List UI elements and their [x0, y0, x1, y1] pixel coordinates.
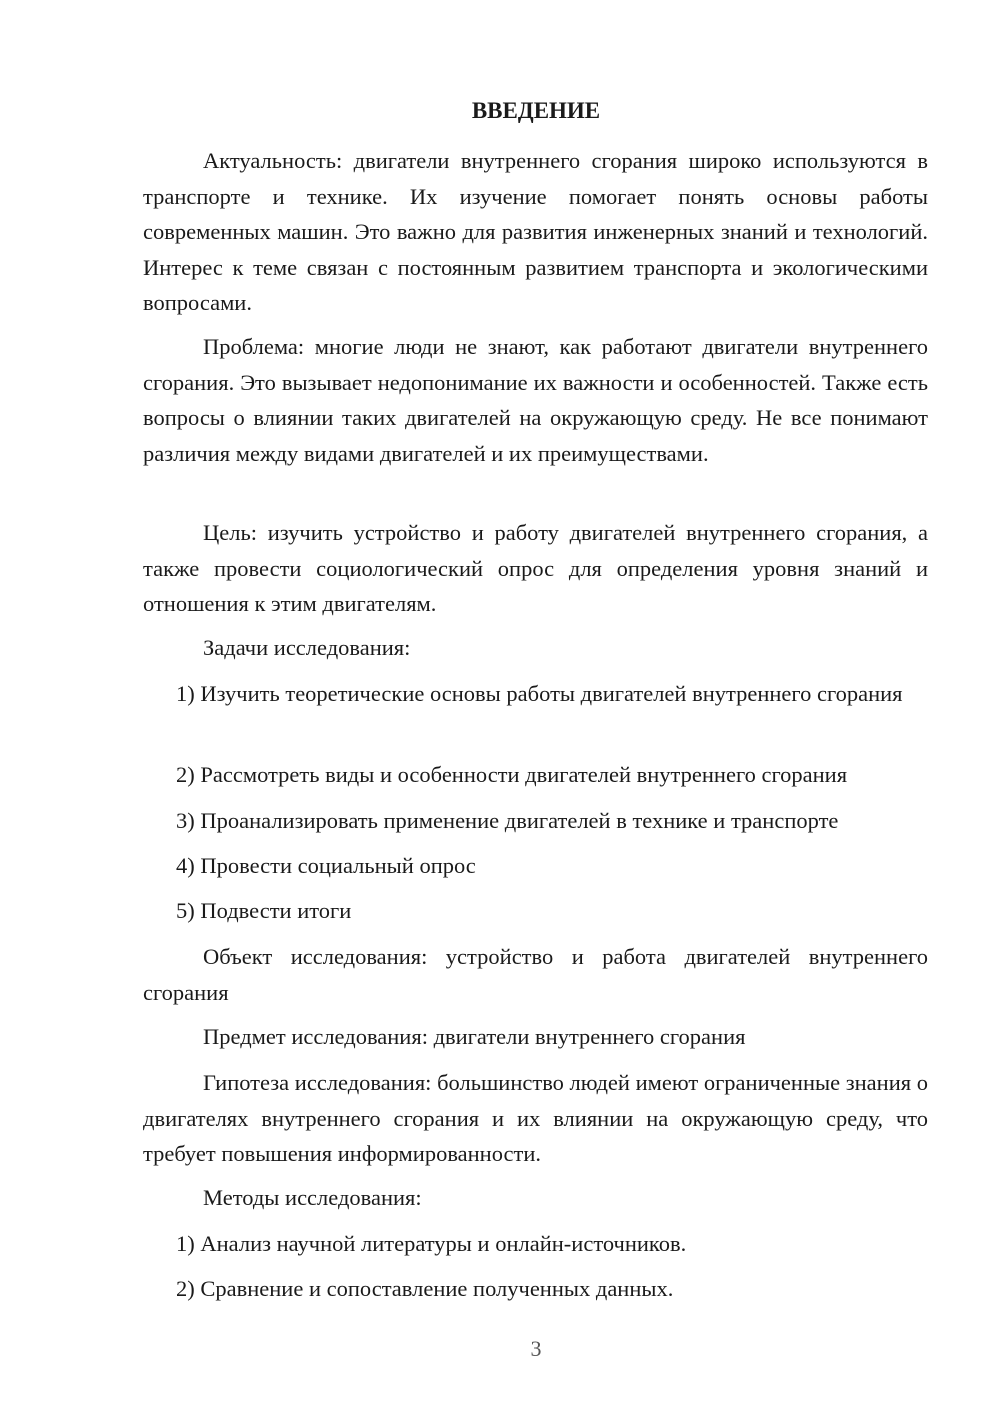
paragraph-hypothesis: Гипотеза исследования: большинство людей имеют ограниченные знания о двигателях внутреннего сгорания и их влиянии на окружающую среду, что требует повышения информированности.: [143, 1070, 928, 1166]
list-item-task-1: 1) Изучить теоретические основы работы двигателей внутреннего сгорания: [176, 681, 903, 706]
methods-heading: Методы исследования:: [203, 1185, 422, 1210]
page-number: 3: [530, 1336, 542, 1361]
list-item-method-2: 2) Сравнение и сопоставление полученных данных.: [176, 1276, 674, 1301]
tasks-heading: Задачи исследования:: [203, 635, 411, 660]
list-item-task-3: 3) Проанализировать применение двигателей в технике и транспорте: [176, 808, 839, 833]
list-item-task-2: 2) Рассмотреть виды и особенности двигателей внутреннего сгорания: [176, 762, 848, 787]
list-item-task-5: 5) Подвести итоги: [176, 898, 352, 923]
list-item-method-1: 1) Анализ научной литературы и онлайн-источников.: [176, 1231, 687, 1256]
list-item-task-4: 4) Провести социальный опрос: [176, 853, 476, 878]
paragraph-object: Объект исследования: устройство и работа двигателей внутреннего сгорания: [143, 944, 928, 1005]
paragraph-problem: Проблема: многие люди не знают, как работают двигатели внутреннего сгорания. Это вызывает недопонимание их важности и особенностей. Также есть вопросы о влиянии таких двигателей на окружающую среду. Не все понимают различия между видами двигателей и их преимуществами.: [143, 334, 928, 466]
paragraph-subject: Предмет исследования: двигатели внутреннего сгорания: [203, 1024, 746, 1049]
paragraph-relevance: Актуальность: двигатели внутреннего сгорания широко используются в транспорте и технике. Их изучение помогает понять основы работы современных машин. Это важно для развития инженерных знаний и технологий. Интерес к теме связан с постоянным развитием транспорта и экологическими вопросами.: [143, 148, 928, 315]
page-title: ВВЕДЕНИЕ: [471, 98, 601, 123]
paragraph-goal: Цель: изучить устройство и работу двигателей внутреннего сгорания, а также провести социологический опрос для определения уровня знаний и отношения к этим двигателям.: [143, 520, 928, 616]
